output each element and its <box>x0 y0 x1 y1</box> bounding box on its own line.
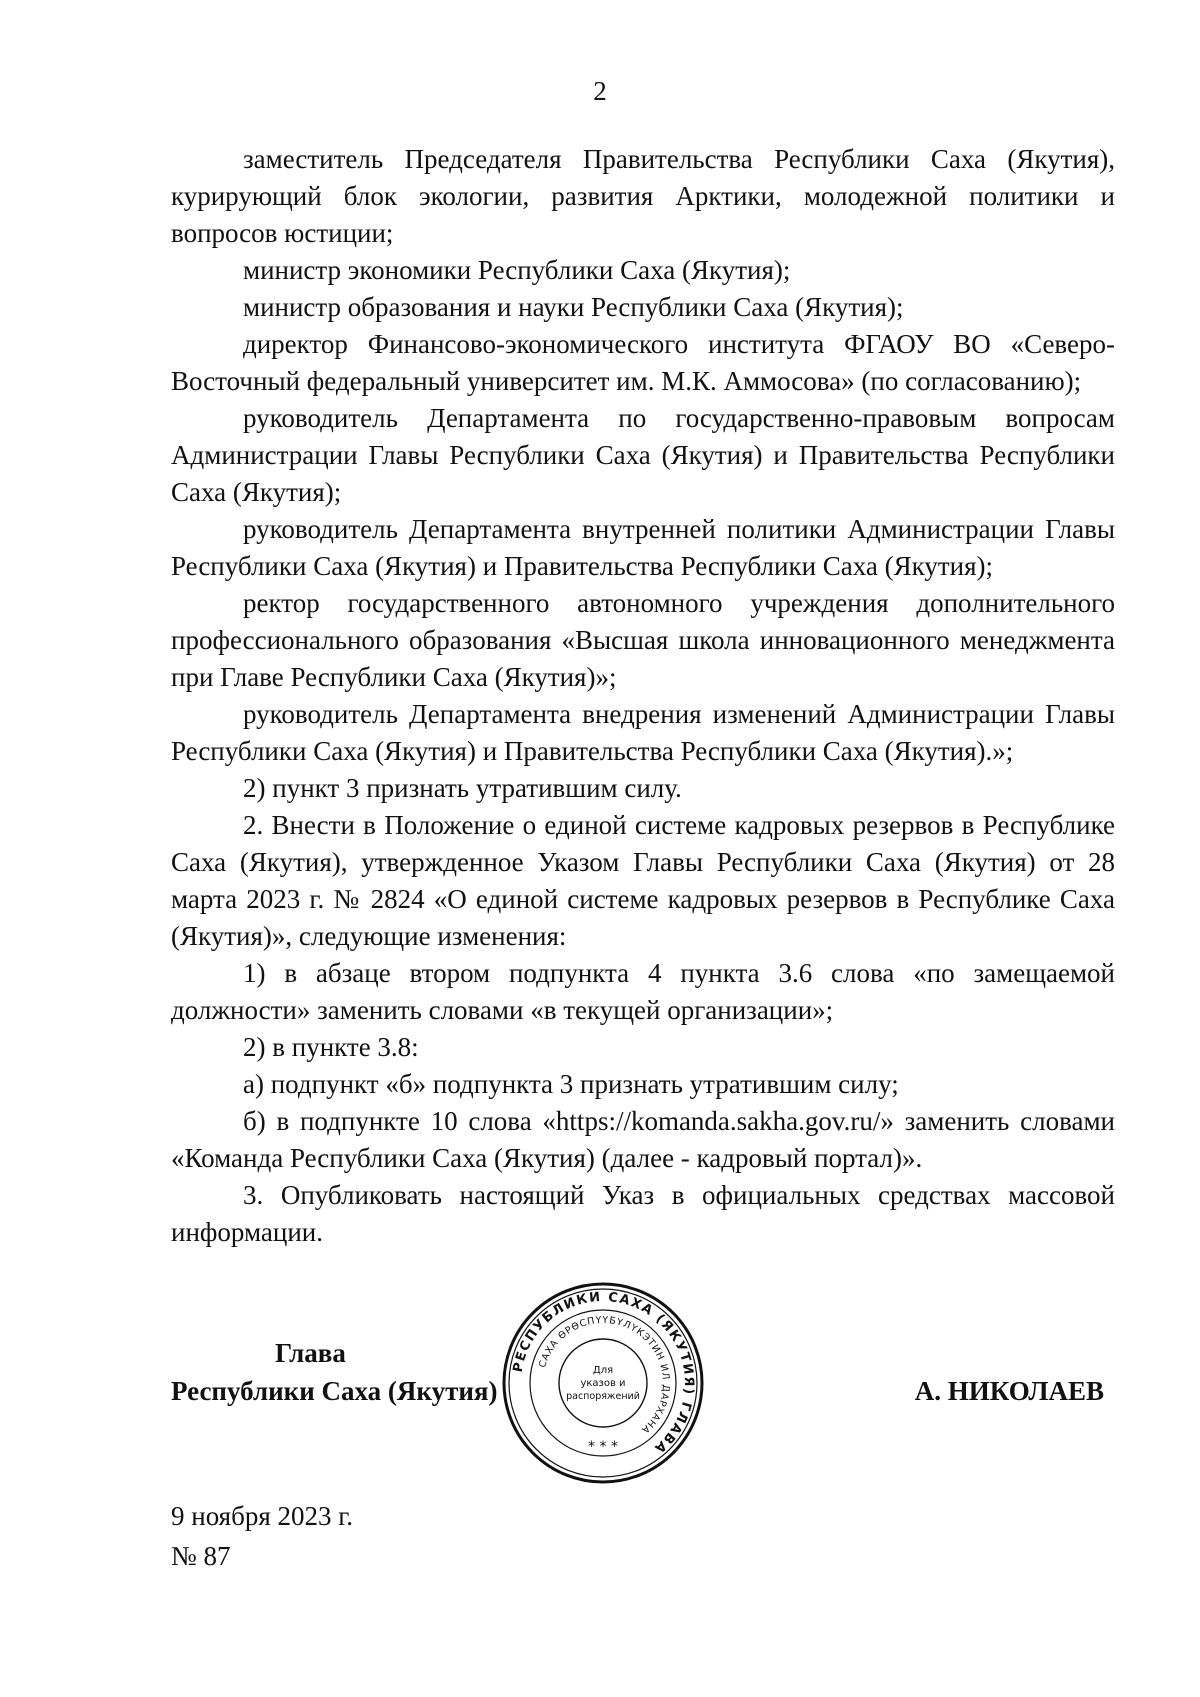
paragraph: руководитель Департамента по государственно-правовым вопросам Администрации Главы Республики Саха (Якутия) и Правительства Республики Саха (Якутия); <box>171 403 1115 507</box>
paragraph: 1) в абзаце втором подпункта 4 пункта 3.6 слова «по замещаемой должности» заменить словами «в текущей организации»; <box>171 958 1115 1025</box>
document-body <box>171 141 1115 1251</box>
paragraph: ректор государственного автономного учреждения дополнительного профессионального образования «Высшая школа инновационного менеджмента при Главе Республики Саха (Якутия)»; <box>171 588 1115 692</box>
paragraph: директор Финансово-экономического института ФГАОУ ВО «Северо-Восточный федеральный университет им. М.К. Аммосова» (по согласованию); <box>171 329 1115 396</box>
seal-inner-text: САХА ӨРӨСПҮҮБҮЛҮКЭТИН ИЛ ДАРХАНА <box>537 1314 672 1436</box>
paragraph: 2) пункт 3 признать утратившим силу. <box>243 773 682 803</box>
official-seal-icon <box>501 1281 705 1485</box>
paragraph: руководитель Департамента внедрения изменений Администрации Главы Республики Саха (Якутия) и Правительства Республики Саха (Якутия).»; <box>171 699 1115 766</box>
paragraph: а) подпункт «б» подпункта 3 признать утратившим силу; <box>243 1069 899 1099</box>
document-number: № 87 <box>171 1541 231 1571</box>
signatory-title-line1: Глава <box>275 1338 346 1368</box>
document-date: 9 ноября 2023 г. <box>171 1501 354 1531</box>
paragraph: заместитель Председателя Правительства Республики Саха (Якутия), курирующий блок экологии, развития Арктики, молодежной политики и вопросов юстиции; <box>171 144 1115 248</box>
seal-center-line3: распоряжений <box>566 1391 640 1402</box>
paragraph: министр образования и науки Республики Саха (Якутия); <box>243 292 904 322</box>
seal-center-line2: указов и <box>580 1378 626 1389</box>
paragraph: б) в подпункте 10 слова «https://komanda.sakha.gov.ru/» заменить словами «Команда Республики Саха (Якутия) (далее - кадровый портал)». <box>171 1106 1115 1173</box>
signatory-name: А. НИКОЛАЕВ <box>914 1376 1104 1406</box>
seal-outer-text: РЕСПУБЛИКИ САХА (ЯКУТИЯ) ГЛАВА <box>510 1289 697 1457</box>
paragraph: министр экономики Республики Саха (Якутия); <box>243 255 791 285</box>
signatory-title <box>171 1334 498 1410</box>
seal-center-line1: Для <box>592 1365 614 1376</box>
paragraph: 2. Внести в Положение о единой системе кадровых резервов в Республике Саха (Якутия), утвержденное Указом Главы Республики Саха (Якутия) от 28 марта 2023 г. № 2824 «О единой системе кадровых резервов в Республике Саха (Якутия)», следующие изменения: <box>171 810 1115 951</box>
paragraph: 2) в пункте 3.8: <box>243 1032 419 1062</box>
page-number: 2 <box>593 76 607 106</box>
paragraph: руководитель Департамента внутренней политики Администрации Главы Республики Саха (Якутия) и Правительства Республики Саха (Якутия); <box>171 514 1115 581</box>
signatory-title-line2: Республики Саха (Якутия) <box>171 1376 498 1406</box>
paragraph: 3. Опубликовать настоящий Указ в официальных средствах массовой информации. <box>171 1180 1115 1247</box>
seal-stars: * * * <box>588 1439 618 1455</box>
